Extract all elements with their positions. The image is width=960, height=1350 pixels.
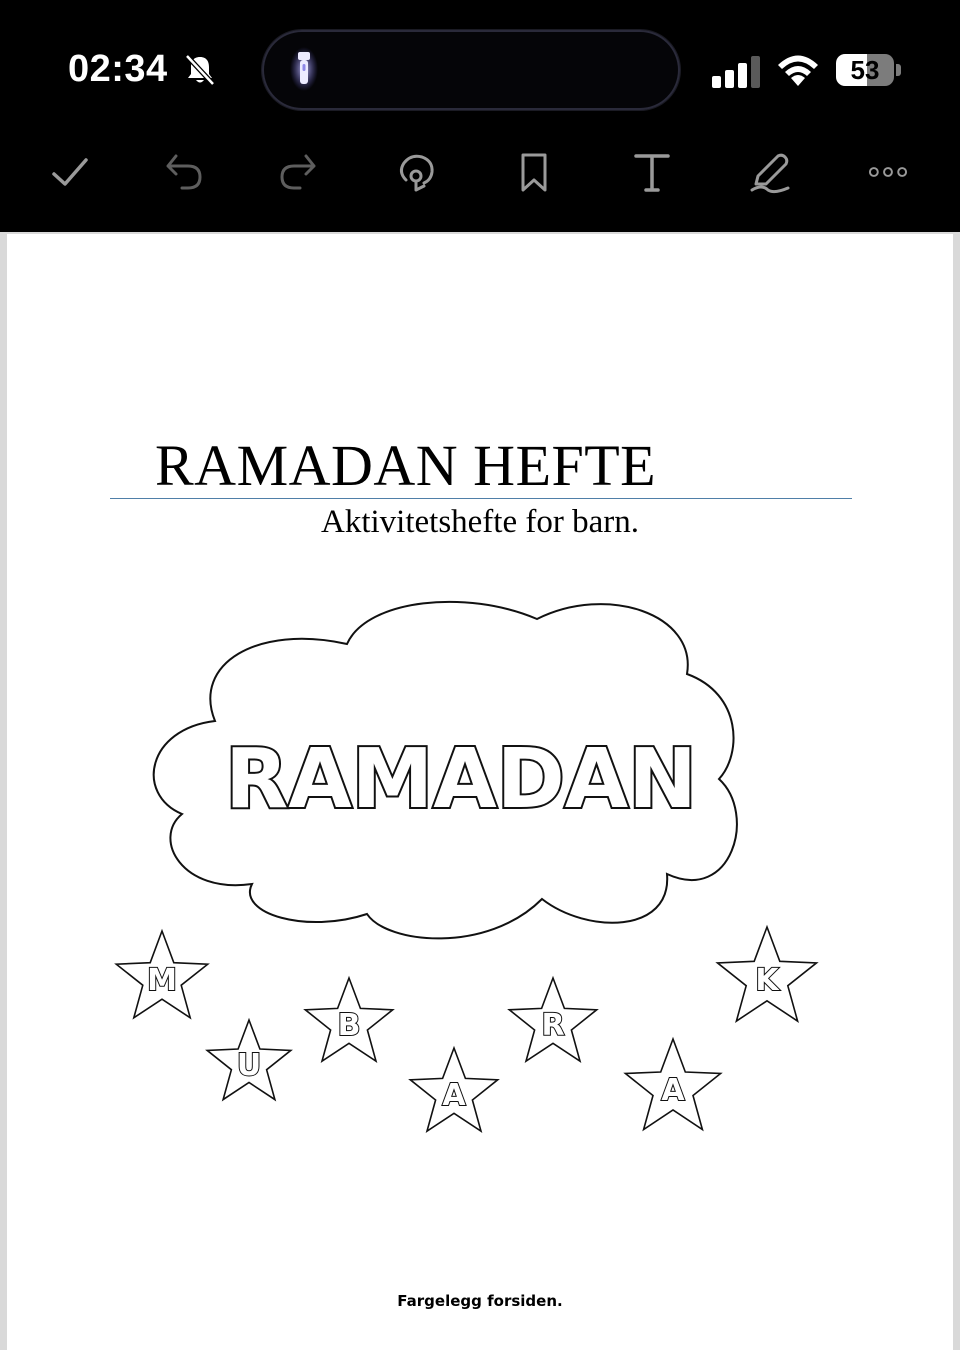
star-letter: B: [337, 1008, 361, 1043]
cloud-word: RAMADAN: [225, 732, 697, 827]
document-title: RAMADAN HEFTE: [155, 433, 657, 498]
lasso-icon: [394, 150, 438, 194]
pen-tool-button[interactable]: [742, 144, 798, 200]
footer-instruction: Fargelegg forsiden.: [397, 1292, 563, 1310]
bell-muted-icon: [182, 52, 218, 88]
text-tool-button[interactable]: [624, 144, 680, 200]
bookmark-button[interactable]: [506, 144, 562, 200]
star-letter: M: [147, 963, 177, 998]
more-icon: [866, 150, 910, 194]
bookmark-icon: [512, 150, 556, 194]
star-letter: A: [661, 1073, 685, 1108]
star-letter: K: [755, 963, 779, 998]
checkmark-icon: [48, 150, 92, 194]
star-letter: U: [236, 1048, 262, 1083]
lasso-button[interactable]: [388, 144, 444, 200]
star-letter: A: [442, 1078, 466, 1113]
wifi-icon: [776, 50, 820, 88]
done-button[interactable]: [42, 144, 98, 200]
undo-icon: [162, 150, 206, 194]
pen-icon: [748, 150, 792, 194]
status-time: 02:34: [68, 48, 168, 90]
battery-icon: [836, 54, 902, 88]
redo-button[interactable]: [270, 144, 326, 200]
star-letter: R: [541, 1008, 565, 1043]
document-subtitle: Aktivitetshefte for barn.: [321, 504, 639, 540]
undo-button[interactable]: [156, 144, 212, 200]
dynamic-island: [262, 30, 680, 110]
redo-icon: [276, 150, 320, 194]
coloring-artwork: [7, 234, 953, 1350]
cellular-signal-icon: [712, 56, 762, 88]
top-bar: [0, 0, 960, 232]
battery-percent: 53: [850, 55, 880, 85]
more-button[interactable]: [860, 144, 916, 200]
text-icon: [630, 150, 674, 194]
flashlight-icon: [290, 46, 318, 92]
document-page[interactable]: [7, 234, 953, 1350]
